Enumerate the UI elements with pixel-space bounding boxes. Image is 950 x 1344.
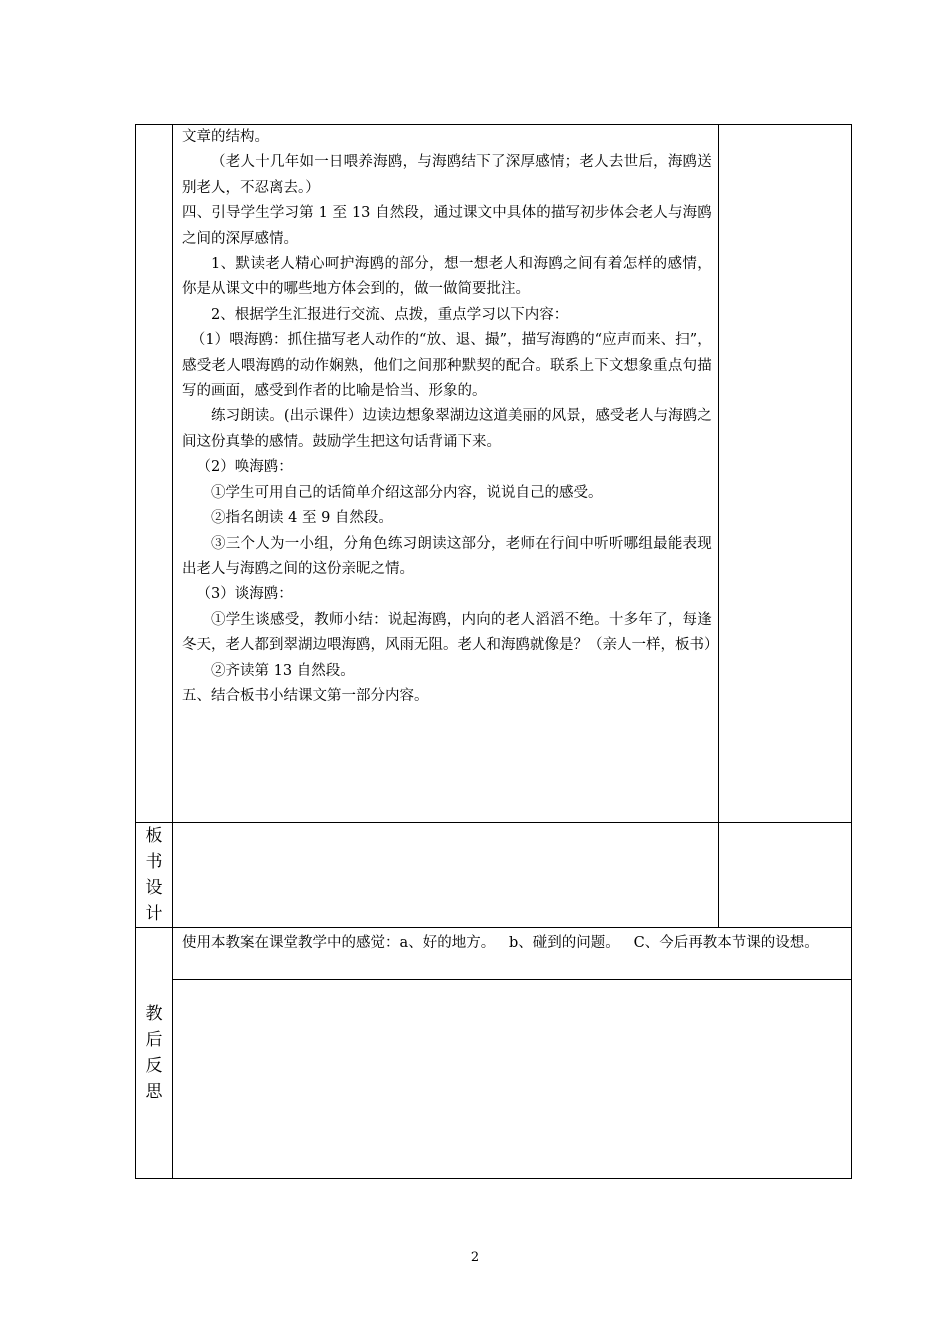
content-paragraph: 练习朗读。(出示课件）边读边想象翠湖边这道美丽的风景，感受老人与海鸥之间这份真挚的感情。鼓励学生把这句话背诵下来。: [182, 408, 712, 450]
content-paragraph: 2、根据学生汇报进行交流、点拨，重点学习以下内容：: [211, 306, 569, 323]
content-paragraph: （3）谈海鸥：: [196, 586, 293, 603]
board-design-content: [173, 823, 719, 928]
content-paragraph: 1、默读老人精心呵护海鸥的部分，想一想老人和海鸥之间有着怎样的感情，你是从课文中的哪些地方体会到的，做一做简要批注。: [182, 256, 712, 298]
reflection-label: [136, 928, 173, 1179]
content-paragraph: 文章的结构。: [182, 129, 270, 145]
content-paragraph: ①学生可用自己的话简单介绍这部分内容，说说自己的感受。: [211, 484, 603, 501]
page-number: 2: [470, 1250, 480, 1265]
content-paragraph: （1）喂海鸥：抓住描写老人动作的“放、退、撮”，描写海鸥的“应声而来、扫”，感受老人喂海鸥的动作娴熟，他们之间那种默契的配合。联系上下文想象重点句描写的画面，感受到作者的比喻是恰当、形象的。: [182, 332, 712, 400]
content-notes-cell: [718, 125, 851, 823]
board-label-char: 计: [145, 904, 163, 924]
lesson-plan-table: [135, 124, 852, 1179]
content-paragraph: 四、引导学生学习第 1 至 13 自然段，通过课文中具体的描写初步体会老人与海鸥之间的深厚感情。: [182, 205, 712, 247]
board-design-row: [136, 823, 852, 928]
board-design-label: [136, 823, 173, 928]
content-row: [136, 125, 852, 823]
reflection-prompt: 使用本教案在课堂教学中的感觉：a、好的地方。 b、碰到的问题。 C、今后再教本节课的设想。: [182, 935, 819, 951]
content-paragraph: ③三个人为一小组，分角色练习朗读这部分，老师在行间中听听哪组最能表现出老人与海鸥之间的这份亲昵之情。: [182, 535, 712, 577]
content-paragraph: （2）唤海鸥：: [196, 459, 293, 476]
board-label-char: 书: [145, 852, 163, 872]
content-paragraph: ②指名朗读 4 至 9 自然段。: [211, 510, 393, 527]
reflection-body-row: [136, 980, 852, 1179]
content-paragraph: ②齐读第 13 自然段。: [211, 662, 355, 679]
content-label-cell: [136, 125, 173, 823]
reflection-prompt-row: [136, 928, 852, 980]
teaching-process-cell: [173, 125, 719, 823]
content-paragraph: 五、结合板书小结课文第一部分内容。: [182, 687, 429, 704]
board-label-char: 板: [145, 826, 163, 846]
reflection-label-char: 反: [145, 1056, 163, 1076]
content-paragraph: （老人十几年如一日喂养海鸥，与海鸥结下了深厚感情；老人去世后，海鸥送别老人，不忍离去。）: [182, 154, 712, 196]
teaching-process-text: [182, 125, 719, 709]
board-design-notes: [718, 823, 851, 928]
reflection-label-char: 后: [145, 1030, 163, 1050]
reflection-prompt-cell: [173, 928, 852, 980]
reflection-content-cell: [173, 980, 852, 1179]
reflection-label-char: 思: [145, 1082, 163, 1102]
reflection-label-char: 教: [145, 1004, 163, 1024]
board-label-char: 设: [145, 878, 163, 898]
content-paragraph: ①学生谈感受，教师小结：说起海鸥，内向的老人滔滔不绝。十多年了，每逢冬天，老人都到翠湖边喂海鸥，风雨无阻。老人和海鸥就像是？（亲人一样，板书）: [182, 611, 719, 654]
